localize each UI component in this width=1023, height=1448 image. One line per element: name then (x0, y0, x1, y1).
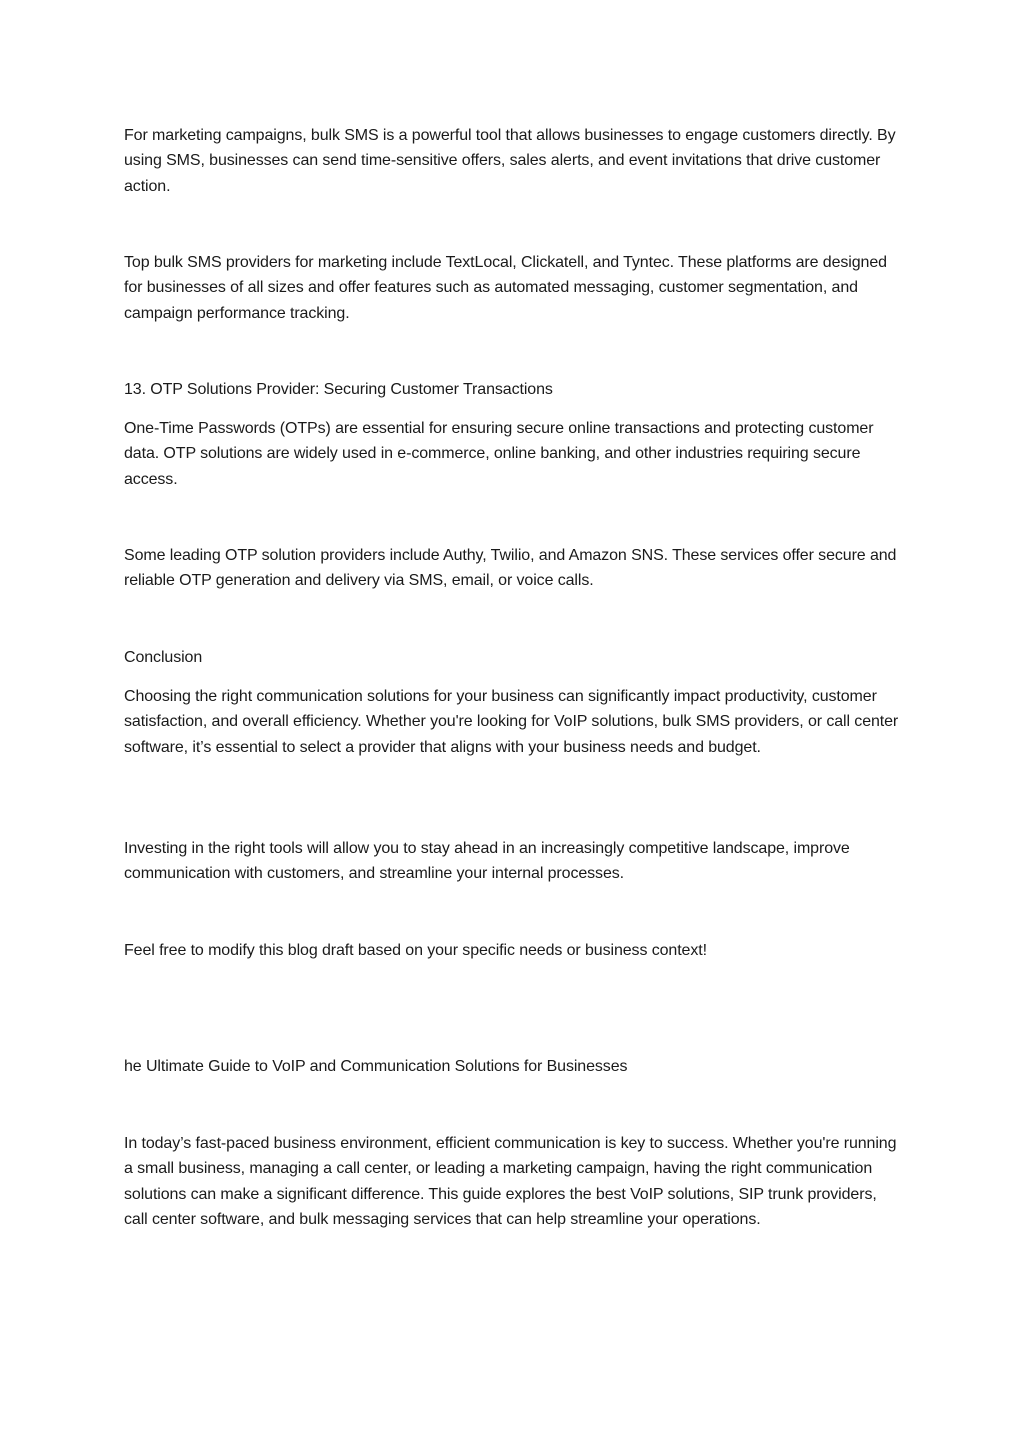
paragraph-otp-intro: One-Time Passwords (OTPs) are essential for ensuring secure online transactions and protecting customer data. OTP solutions are widely used in e-commerce, online banking, and other industries requiring secure access. (124, 420, 874, 488)
section-heading-conclusion: Conclusion (124, 649, 203, 666)
paragraph-conclusion: Choosing the right communication solutions for your business can significantly impact productivity, customer satisfaction, and overall efficiency. Whether you're looking for VoIP solutions, bulk SMS providers, or call center software, it’s essential to select a provider that aligns with your business needs and budget. (124, 688, 899, 756)
paragraph-otp-providers: Some leading OTP solution providers include Authy, Twilio, and Amazon SNS. These services offer secure and reliable OTP generation and delivery via SMS, email, or voice calls. (124, 547, 897, 590)
paragraph-bulk-sms-marketing: For marketing campaigns, bulk SMS is a powerful tool that allows businesses to engage customers directly. By using SMS, businesses can send time-sensitive offers, sales alerts, and event invitations that drive customer action. (124, 127, 896, 195)
paragraph-investing: Investing in the right tools will allow you to stay ahead in an increasingly competitive landscape, improve communication with customers, and streamline your internal processes. (124, 840, 850, 883)
paragraph-introduction: In today’s fast-paced business environment, efficient communication is key to success. Whether you're running a small business, managing a call center, or leading a marketing campaign, having the right communication solutions can make a significant difference. This guide explores the best VoIP solutions, SIP trunk providers, call center software, and bulk messaging services that can help streamline your operations. (124, 1135, 897, 1228)
document-title-ultimate-guide: he Ultimate Guide to VoIP and Communication Solutions for Businesses (124, 1058, 628, 1075)
paragraph-bulk-sms-providers: Top bulk SMS providers for marketing include TextLocal, Clickatell, and Tyntec. These platforms are designed for businesses of all sizes and offer features such as automated messaging, customer segmentation, and campaign performance tracking. (124, 254, 887, 322)
section-heading-otp: 13. OTP Solutions Provider: Securing Customer Transactions (124, 381, 553, 398)
paragraph-closing-note: Feel free to modify this blog draft based on your specific needs or business context! (124, 942, 707, 959)
